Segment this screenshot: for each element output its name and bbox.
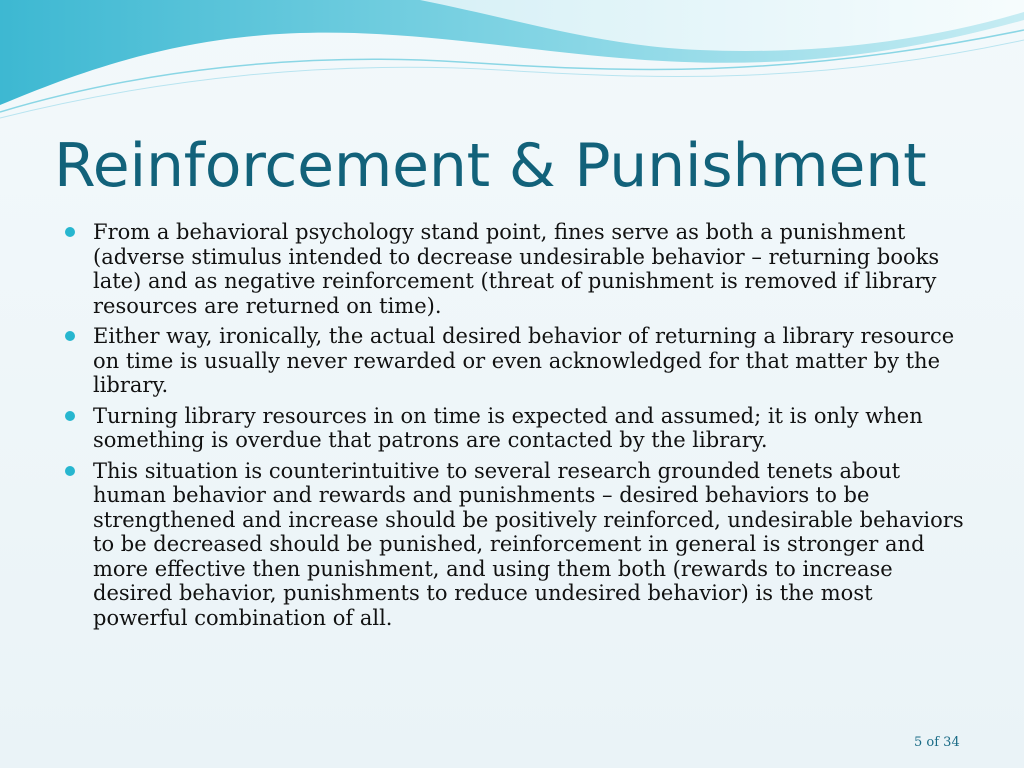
bullet-dot-icon bbox=[65, 411, 75, 421]
bullet-item bbox=[65, 404, 970, 453]
bullet-text: From a behavioral psychology stand point, fines serve as both a punishment (adverse stimulus intended to decrease undesirable behavior – returning books late) and as negative reinforcement (threat of punishment is removed if library resources are returned on time). bbox=[93, 220, 940, 318]
bullet-item bbox=[65, 459, 970, 631]
page-number: 5 of 34 bbox=[914, 735, 960, 750]
header-wave-decoration bbox=[0, 0, 1024, 130]
bullet-dot-icon bbox=[65, 331, 75, 341]
bullet-text: Either way, ironically, the actual desired behavior of returning a library resource on time is usually never rewarded or even acknowledged for that matter by the library. bbox=[93, 324, 955, 397]
bullet-text: This situation is counterintuitive to several research grounded tenets about human behavior and rewards and punishments – desired behaviors to be strengthened and increase should be positively reinforced, undesirable behaviors to be decreased should be punished, reinforcement in general is stronger and more effective then punishment, and using them both (rewards to increase desired behavior, punishments to reduce undesired behavior) is the most powerful combination of all. bbox=[93, 458, 964, 630]
bullet-dot-icon bbox=[65, 227, 75, 237]
slide-title: Reinforcement & Punishment bbox=[54, 131, 927, 201]
bullet-item bbox=[65, 220, 970, 318]
bullet-dot-icon bbox=[65, 466, 75, 476]
bullet-text: Turning library resources in on time is expected and assumed; it is only when something is overdue that patrons are contacted by the library. bbox=[93, 403, 923, 452]
bullet-list bbox=[65, 220, 970, 636]
bullet-item bbox=[65, 324, 970, 398]
